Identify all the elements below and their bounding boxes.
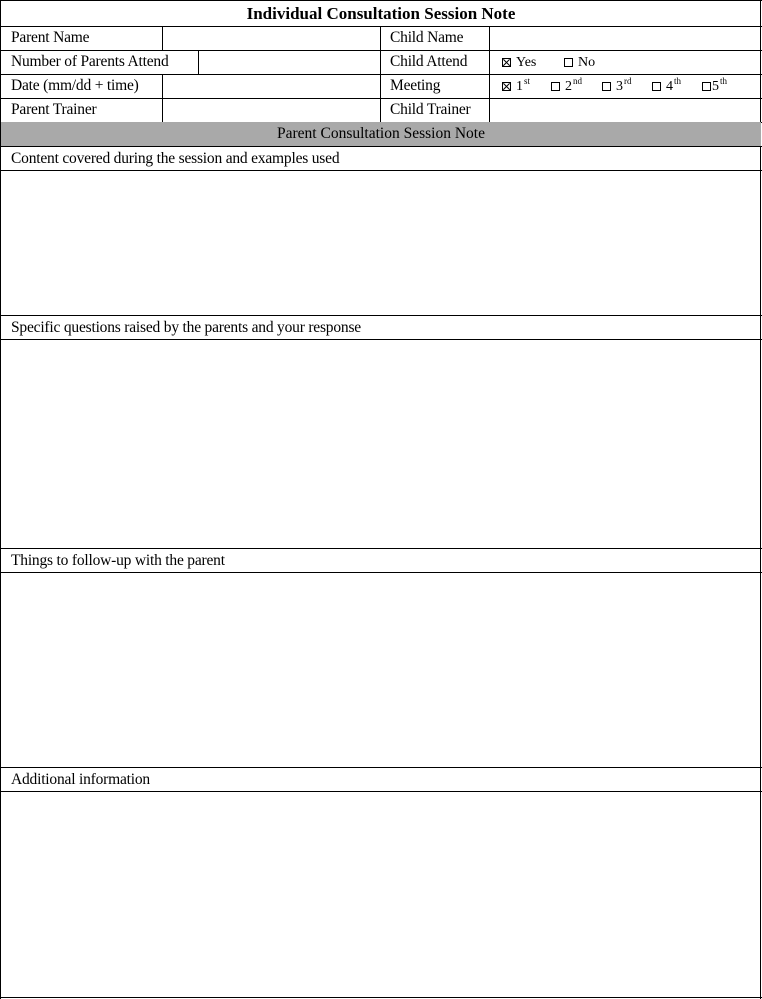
date-field[interactable] — [164, 76, 378, 97]
form-title: Individual Consultation Session Note — [246, 4, 516, 23]
outer-border-right — [760, 0, 761, 999]
child-attend-yes-label: Yes — [516, 55, 537, 70]
meeting-4th-label: 4 — [666, 79, 673, 94]
parent-name-label: Parent Name — [11, 29, 90, 46]
follow-up-textarea[interactable] — [2, 574, 759, 766]
rule — [0, 548, 762, 549]
unchecked-box-icon — [652, 82, 661, 91]
unchecked-box-icon — [564, 58, 573, 67]
unchecked-box-icon — [551, 82, 560, 91]
unchecked-box-icon — [702, 82, 711, 91]
meeting-3rd-label: 3 — [616, 79, 623, 94]
parent-questions-textarea[interactable] — [2, 341, 759, 546]
ordinal-suffix: th — [674, 76, 682, 86]
rule — [0, 767, 762, 768]
parent-trainer-label: Parent Trainer — [11, 101, 97, 118]
num-parents-field[interactable] — [200, 52, 378, 73]
child-attend-no-checkbox[interactable] — [564, 55, 595, 71]
meeting-5th-checkbox[interactable] — [702, 76, 728, 95]
rule — [0, 146, 762, 147]
additional-info-textarea[interactable] — [2, 793, 759, 996]
meeting-2nd-checkbox[interactable] — [551, 76, 582, 95]
child-name-field[interactable] — [491, 28, 759, 49]
parent-questions-label: Specific questions raised by the parents and your response — [11, 319, 361, 336]
parent-name-field[interactable] — [164, 28, 378, 49]
child-trainer-field[interactable] — [491, 100, 759, 121]
ordinal-suffix: rd — [624, 76, 632, 86]
child-attend-label: Child Attend — [390, 53, 468, 70]
ordinal-suffix: th — [720, 76, 728, 86]
ordinal-suffix: nd — [573, 76, 582, 86]
additional-info-label: Additional information — [11, 771, 150, 788]
child-attend-no-label: No — [578, 55, 596, 70]
meeting-4th-checkbox[interactable] — [652, 76, 682, 95]
unchecked-box-icon — [602, 82, 611, 91]
rule — [0, 315, 762, 316]
meeting-3rd-checkbox[interactable] — [602, 76, 632, 95]
rule — [380, 26, 381, 122]
follow-up-label: Things to follow-up with the parent — [11, 552, 225, 569]
num-parents-label: Number of Parents Attend — [11, 53, 169, 70]
meeting-label: Meeting — [390, 77, 441, 94]
ordinal-suffix: st — [524, 76, 531, 86]
meeting-1st-label: 1 — [516, 79, 523, 94]
child-name-label: Child Name — [390, 29, 464, 46]
content-covered-label: Content covered during the session and examples used — [11, 150, 340, 167]
child-trainer-label: Child Trainer — [390, 101, 471, 118]
meeting-5th-label: 5 — [712, 79, 719, 94]
checked-box-icon — [502, 58, 511, 67]
content-covered-textarea[interactable] — [2, 172, 759, 313]
date-label: Date (mm/dd + time) — [11, 77, 139, 94]
outer-border-top — [0, 0, 762, 1]
section-header-title: Parent Consultation Session Note — [277, 125, 485, 142]
parent-trainer-field[interactable] — [164, 100, 378, 121]
checked-box-icon — [502, 82, 511, 91]
meeting-1st-checkbox[interactable] — [502, 76, 531, 95]
outer-border-bottom — [0, 997, 762, 998]
child-attend-yes-checkbox[interactable] — [502, 55, 536, 71]
meeting-2nd-label: 2 — [565, 79, 572, 94]
